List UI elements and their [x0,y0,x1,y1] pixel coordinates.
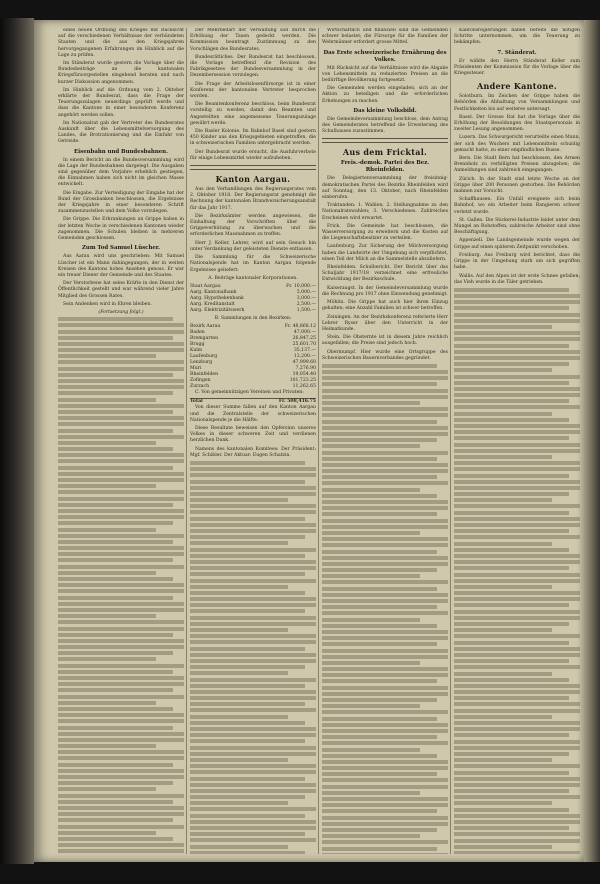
row-amount: 19,054.40 [292,372,316,378]
article-paragraph: Die Grippe. Die Erkrankungen an Grippe haben in der letzten Woche in verschiedenen Kantonen wieder zugenommen. Die Schulen bleiben in mehreren Gemeinden geschlossen. [58,217,184,242]
row-label: Staat Aargau [190,283,221,289]
row-label: Baden [190,330,205,336]
article-paragraph: Möhlin. Die Grippe hat auch hier ihren Einzug gehalten; eine Anzahl Familien ist schwer betroffen. [322,300,448,312]
article-paragraph: Basel. Der Grosse Rat hat die Vorlage über die Erhöhung der Besoldungen des Staatspersonals in zweiter Lesung angenommen. [454,114,580,133]
row-amount: 3,000.— [296,295,316,301]
article-paragraph: Im Nationalrat gab der Vertreter des Bundesrates Auskunft über die Lebensmittelversorgung des Landes, die Brotrationierung und die Einfuhr von Getreide. [58,120,184,145]
article-heading: Zum Tod Samuel Lüscher. [81,245,161,252]
total-amount: Fr. 508,416.75 [222,399,316,406]
section-rule [190,165,316,170]
article-paragraph: Traktanden: 1. Wahlen; 2. Stellungnahme zu den Nationalratswahlen; 3. Verschiedenes. Zahlreiches Erscheinen wird erwartet. [322,203,448,221]
row-label: Bezirk Aarau [190,324,221,330]
donation-table [190,276,316,314]
article-paragraph: Luzern. Das Schwurgericht verurteilte einen Mann, der sich des Wuchers mit Lebensmitteln schuldig gemacht hatte, zu einer empfindlichen Busse. [454,135,580,153]
article-paragraph: Der Verstorbene hat seine Kräfte in den Dienst der Öffentlichkeit gestellt und war während vieler Jahre Mitglied des Grossen Rates. [58,281,184,299]
article-paragraph: Namens des kantonalen Komitees: Der Präsident: Mgf. Schibler. Der Aktuar: Eugen Schatzin. [190,446,316,458]
row-amount: 1,500.— [296,307,316,313]
illegible-text-lines [322,364,448,854]
article-paragraph: Rheinfelden. Schulbericht. Der Bericht über das Schuljahr 1917/18 verzeichnet eine erfreuliche Entwicklung der Bezirksschule. [322,265,448,283]
article-paragraph: Die Basler Kolonie. Im Bahnhof Basel sind gestern 450 Kinder aus den Kriegsgebieten eingetroffen, die in schweizerischen Familien untergebracht werden. [190,129,316,147]
article-paragraph: Frick. Die Gemeinde hat beschlossen, die Wasserversorgung zu erweitern und die Kosten auf die Liegenschaftsbesitzer zu verteilen. [322,223,448,242]
article-paragraph: Er wählte den Herrn Ständerat Keller zum Präsidenten der Kommission für die Vorlage über die Kriegssteuer. [454,58,580,77]
table-title: A. Beiträge kantonaler Korporationen. [208,275,298,281]
row-amount: Fr. 48,868.12 [284,324,316,330]
row-label: Aarg. Hypothekenbank [190,295,244,301]
total-label: Total [190,399,222,406]
article-paragraph: Kantonsregierungen haben bereits die nötigen Schritte unternommen, um die Teuerung zu bekämpfen. [454,28,580,46]
article-paragraph: Kaiseraugst. In der Gemeindeversammlung wurde die Rechnung pro 1917 ohne Einwendung genehmigt. [322,285,448,297]
row-amount: 2,500.— [296,301,316,307]
row-amount: 7,276.90 [295,366,316,372]
article-paragraph: Die Delegiertenversammlung der freisinnig-demokratischen Partei des Bezirks Rheinfelden wird auf Sonntag, den 13. Oktober, nach Rheinfelden einberufen. [322,176,448,201]
illegible-text-lines [454,288,580,854]
row-amount: 101,723.25 [289,378,316,384]
column-separator [318,28,319,854]
article-paragraph: Diese Resultate beweisen den Opfersinn unseres Volkes in dieser schweren Zeit und verdienen herzlichen Dank. [190,425,316,444]
article-paragraph: Die Bezirksämter werden angewiesen, die Einhaltung der Vorschriften über die Grippeverhütung zu überwachen und die erforderlichen Massnahmen zu treffen. [190,213,316,238]
section-rule [322,138,448,143]
row-amount: 47,000.— [293,330,316,336]
article-paragraph: Im Ständerat wurde gestern die Vorlage über die Bundesbeiträge an die kantonalen Kriegsfürsorgestellen eingehend beraten und nach kurzer Diskussion angenommen. [58,61,184,85]
row-amount: Fr. 10,000.— [286,283,316,289]
table-title: B. Sammlungen in den Bezirken: [214,315,292,321]
article-paragraph: eines neuen Ordnung des Krieges mit Rücksicht auf die verschiedenen Verhältnisse der verbündeten Staaten und die aus den Kriegsjahren hervorgegangenen Erfahrungen im Hinblick auf die Lage zu prüfen. [58,28,184,58]
article-paragraph: Aus den Verhandlungen des Regierungsrates vom 2. Oktober 1918. Der Regierungsrat genehmigt die Rechnung der kantonalen Brandversicherungsanstalt für das Jahr 1917. [190,187,316,211]
article-paragraph: In einem Bericht an die Bundesversammlung wird die Lage der Bundesbahnen dargelegt. Die Ausgaben sind gegenüber dem Vorjahre erheblich gestiegen, die Einnahmen haben sich nicht im gleichen Masse entwickelt. [58,157,184,188]
article-heading: Das Erste schweizerische Ernährung des Volkes. [323,49,447,63]
article-paragraph: Zürich. In der Stadt sind letzte Woche an der Grippe über 200 Personen gestorben. Die Behörden mahnen zur Vorsicht. [454,176,580,195]
illegible-text-lines [190,461,316,854]
article-paragraph: Die Sammlung für die Schweizerische Nationalspende hat im Kanton Aargau folgende Ergebnisse geliefert: [190,255,316,273]
article-paragraph: Stein. Die Obsternte ist in diesem Jahre reichlich ausgefallen; die Preise sind jedoch hoch. [322,335,448,347]
article-paragraph: Laufenburg. Zur Sicherung der Milchversorgung haben die Landwirte der Umgebung sich verpflichtet, einen Teil der Milch an die Sammelstelle abzuliefern. [322,244,448,262]
row-amount: 47,999.60 [292,360,316,366]
article-paragraph: Zeiningen. An der Bezirkskonferenz referierte Herr Lehrer Ryser über den Unterricht in der Heimatkunde. [322,314,448,332]
section-heading: Aus dem Fricktal. [342,147,428,158]
article-paragraph: Im Hinblick auf die Ordnung vom 2. Oktober erklärte der Bundesrat, dass die Frage der Teuerungszulagen neuerdings geprüft werde und dass die Kantone in einer besonderen Konferenz angehört werden sollen. [58,87,184,118]
section-heading: Andere Kantone. [477,81,557,92]
row-amount: 5,000.— [296,289,316,295]
continuation-note: (Fortsetzung folgt.) [98,309,144,315]
row-label: Aarg. Kantonalbank [190,289,237,295]
table-row [190,308,316,314]
article-paragraph: Von dieser Summe fallen auf den Kanton Aargau und die Zentralstelle der schweizerischen Nationalspende je die Hälfte. [190,405,316,423]
article-paragraph: Die Frage der Arbeitslosenfürsorge ist in einer Konferenz der kantonalen Vertreter besprochen worden. [190,81,316,100]
article-paragraph: Wallis. Auf den Alpen ist der erste Schnee gefallen; das Vieh wurde in die Täler getrieben. [454,273,580,285]
column-2 [190,28,316,854]
article-paragraph: Der Bundesrat wurde ersucht, die Ausfuhrverbote für einige Lebensmittel wieder aufzuheben. [190,149,316,161]
page-edge [584,20,600,862]
article-paragraph: Aus Aarau wird uns geschrieben: Mit Samuel Lüscher ist ein Mann dahingegangen, der in weiten Kreisen des Kantons hohes Ansehen genoss. Er war ein treuer Diener der Gemeinde und des Staates. [58,254,184,278]
article-paragraph: Bundesrätliches. Der Bundesrat hat beschlossen, die Vorlage betreffend die Revision des Fabrikgesetzes der Bundesversammlung in der Dezembersession vorzulegen. [190,54,316,79]
column-separator [450,28,451,854]
article-paragraph: Wirtschaftlich und finanziell sind die Gemeinden schwer belastet; die Fürsorge für die Familien der Wehrmänner erfordert grosse Mittel. [322,28,448,46]
article-paragraph: Obermumpf. Hier wurde eine Ortsgruppe des Schweizerischen Bauernverbandes gegründet. [322,349,448,361]
article-paragraph: St. Gallen. Die Stickerei-Industrie leidet unter dem Mangel an Rohstoffen; zahlreiche Arbeiter sind ohne Beschäftigung. [454,217,580,236]
article-paragraph: Bern. Die Stadt Bern hat beschlossen, den Armen Brennholz zu verbilligten Preisen abzugeben; die Anmeldungen sind zahlreich eingegangen. [454,156,580,174]
row-label: Aarg. Elektrizitätswerk [190,307,245,313]
article-paragraph: C. Von gemeinnützigen Vereinen und Privaten: [195,390,304,396]
row-label: Brugg [190,342,205,348]
row-label: Kulm [190,348,203,354]
article-paragraph: Freiburg. Aus Freiburg wird berichtet, dass die Grippe in der Umgebung stark um sich gegriffen habe. [454,252,580,271]
article-paragraph: Die Gemeinden werden eingeladen, sich an der Aktion zu beteiligen und die erforderlichen Erhebungen zu machen. [322,86,448,104]
article-paragraph: Die Eingabe. Zur Verteidigung der Eingabe hat der Bund der Grossbanken beschlossen, die Ergebnisse der Kriegsjahre in einer besonderen Schrift zusammenzustellen und dem Volke vorzulegen. [58,190,184,215]
row-label: Zurzach [190,384,210,390]
article-paragraph: Schaffhausen. Ein Unfall ereignete sich beim Bahnhof, wo ein Arbeiter beim Rangieren schwer verletzt wurde. [454,197,580,215]
article-heading: Eisenbahn und Bundesbahnen. [74,148,168,155]
row-label: Zofingen [190,378,211,384]
article-paragraph: Herr J. Keller, Lehrer, wird auf sein Gesuch hin unter Verdankung der geleisteten Dienste entlassen. [190,240,316,252]
section-heading: Kanton Aargau. [215,174,291,185]
article-paragraph: Mit Rücksicht auf die Verhältnisse wird die Abgabe von Lebensmitteln zu reduzierten Preisen an die bedürftige Bevölkerung fortgesetzt. [322,65,448,84]
row-amount: 35,137.— [293,348,316,354]
row-amount: 25,601.70 [292,342,316,348]
donation-table [190,316,316,390]
row-label: Bremgarten [190,336,219,342]
subsection-heading: Freis.-demok. Partei des Bez. Rheinfelden. [340,160,430,174]
column-1 [58,28,184,854]
row-amount: 26,847.25 [292,336,316,342]
article-paragraph: Solothurn. Im Zeichen der Grippe haben die Behörden die Abhaltung von Versammlungen und Festlichkeiten bis auf weiteres untersagt. [454,94,580,112]
row-label: Aarg. Kreditanstalt [190,301,235,307]
row-label: Rheinfelden [190,372,219,378]
newspaper-page [34,20,584,862]
book-binding [0,18,34,864]
article-paragraph: Sein Andenken wird in Ehren bleiben. [63,301,152,307]
row-label: Laufenburg [190,354,218,360]
article-heading: Das kleine Volksbild. [353,107,417,114]
article-paragraph: Die Beamtenkonferenz beschloss, beim Bundesrat vorstellig zu werden, damit den Beamten und Angestellten eine angemessene Teuerungszulage gewährt werde. [190,102,316,126]
article-paragraph: Der Mehrbedarf der Verwaltung soll durch die Erhöhung der Taxen gedeckt werden. Die Kommission beantragt Zustimmung zu den Vorschlägen des Bundesrates. [190,28,316,52]
column-3 [322,28,448,854]
row-amount: 11,262.65 [292,384,316,390]
row-label: Muri [190,366,202,372]
column-separator [186,28,187,854]
article-heading: 7. Ständerat. [497,49,537,56]
illegible-text-lines [58,317,184,854]
article-paragraph: Die Gemeindeversammlung beschloss, dem Antrag des Gemeinderates betreffend die Erweiterung des Schulhauses zuzustimmen. [322,116,448,135]
article-paragraph: Appenzell. Die Landsgemeinde wurde wegen der Grippe auf einen späteren Zeitpunkt verschoben. [454,238,580,250]
row-amount: 13,200.— [293,354,316,360]
row-label: Lenzburg [190,360,213,366]
column-4 [454,28,580,854]
